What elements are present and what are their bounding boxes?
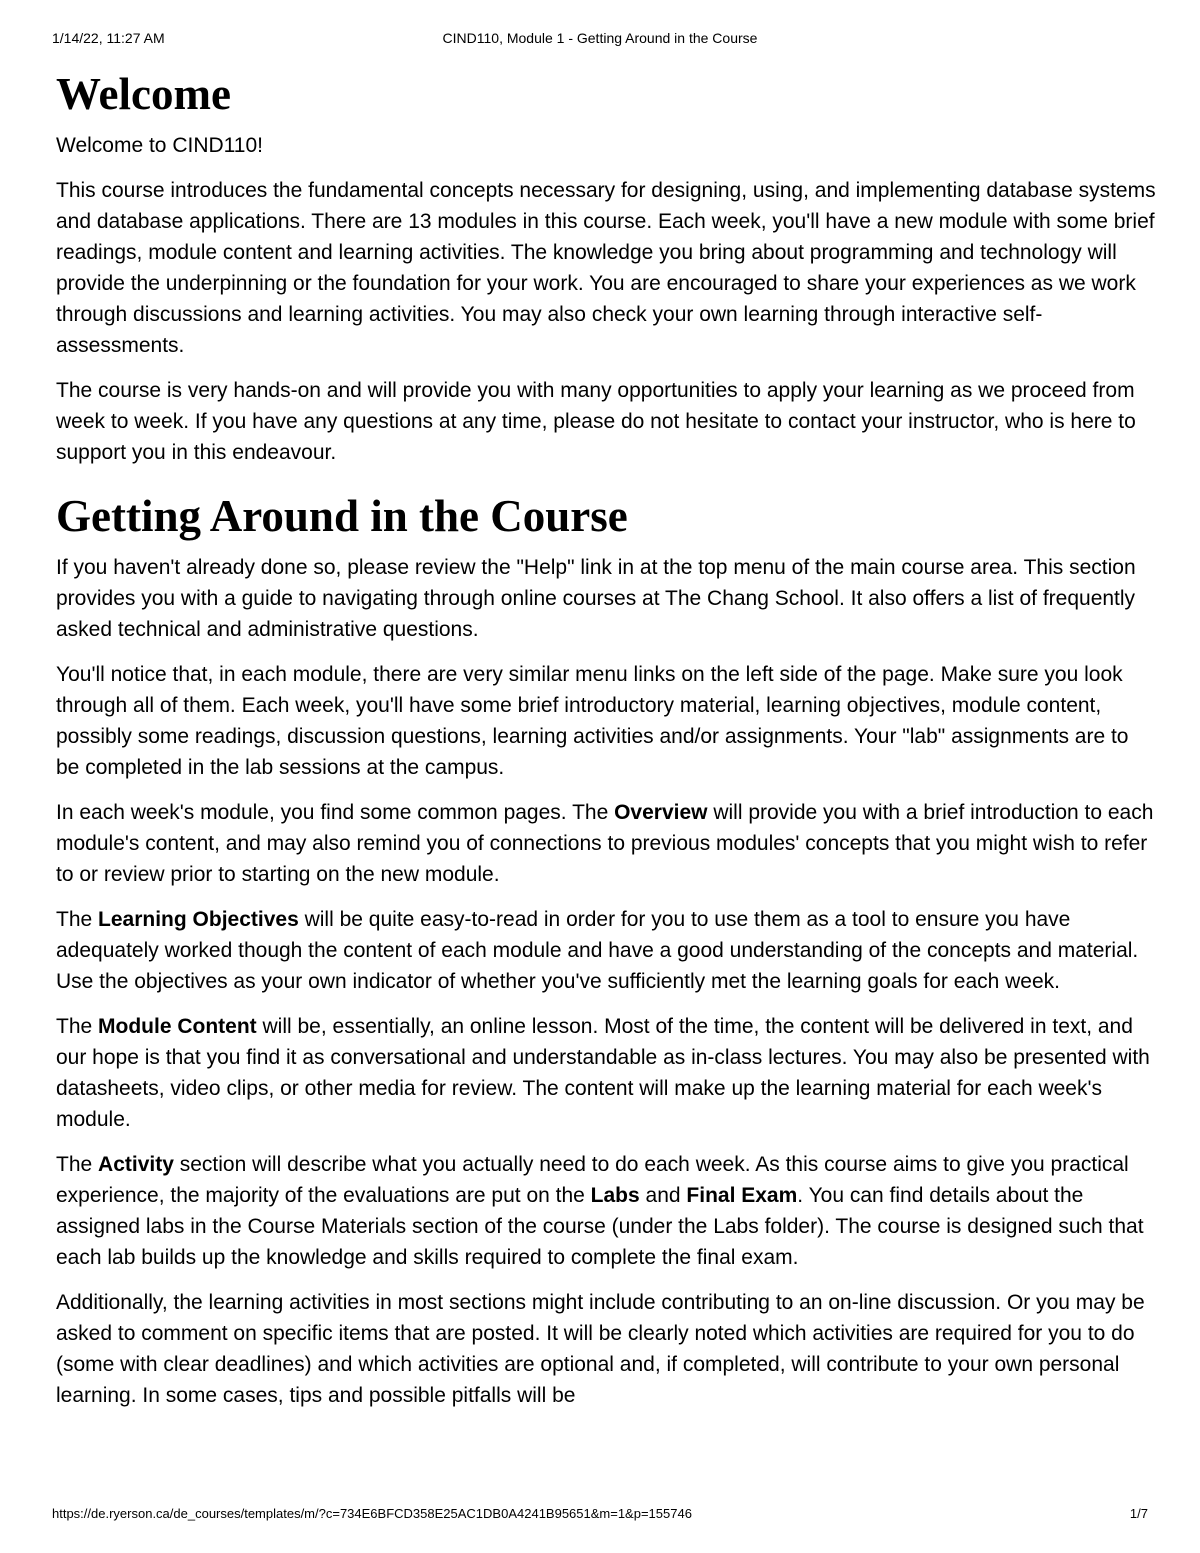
overview-text-after: will provide you with a brief introduction to each module's content, and may also remind you of connections to previous modules' concepts that you might wish to refer to or review prior to starting on the new module. [56,801,1154,886]
module-content-text-before: The [56,1015,99,1038]
activity-text-before: The [56,1153,99,1176]
hands-on-paragraph: The course is very hands-on and will provide you with many opportunities to apply your learning as we proceed from week to week. If you have any questions at any time, please do not hesitate to contact your instructor, who is here to support you in this endeavour. [56,379,1136,464]
learning-objectives-term: Learning Objectives [98,908,299,931]
objectives-text-after: will be quite easy-to-read in order for you to use them as a tool to ensure you have adequately worked though the content of each module and have a good understanding of the concepts and material. Use the objectives as your own indicator of whether you've sufficiently met the learning goals for each week. [56,908,1139,993]
additional-activities-paragraph: Additionally, the learning activities in most sections might include contributing to an on-line discussion. Or you may be asked to comment on specific items that are posted. It will be clearly noted which activities are required for you to do (some with clear deadlines) and which activities are optional and, if completed, will contribute to your own personal learning. In some cases, tips and possible pitfalls will be [56,1291,1145,1407]
module-content-text-after: will be, essentially, an online lesson. Most of the time, the content will be delivered in text, and our hope is that you find it as conversational and understandable as in-class lectures. You may also be presented with datasheets, video clips, or other media for review. The content will make up the learning material for each week's module. [56,1015,1150,1131]
page-number: 1/7 [1129,1506,1148,1521]
page-content [56,66,1156,1425]
labs-term: Labs [590,1184,640,1207]
print-page-title: CIND110, Module 1 - Getting Around in the Course [442,30,758,46]
overview-text-before: In each week's module, you find some common pages. The [56,801,615,824]
menu-links-paragraph: You'll notice that, in each module, there are very similar menu links on the left side of the page. Make sure you look through all of them. Each week, you'll have some brief introductory material, learning objectives, module content, possibly some readings, discussion questions, learning activities and/or assignments. Your "lab" assignments are to be completed in the lab sessions at the campus. [56,663,1129,779]
objectives-paragraph [56,904,1156,997]
final-exam-term: Final Exam [686,1184,798,1207]
activity-term: Activity [98,1153,174,1176]
objectives-text-before: The [56,908,99,931]
course-intro-paragraph: This course introduces the fundamental concepts necessary for designing, using, and implementing database systems and database applications. There are 13 modules in this course. Each week, you'll have a new module with some brief readings, module content and learning activities. The knowledge you bring about programming and technology will provide the underpinning or the foundation for your work. You are encouraged to share your experiences as we work through discussions and learning activities. You may also check your own learning through interactive self-assessments. [56,179,1156,357]
activity-text-and: and [639,1184,687,1207]
print-date: 1/14/22, 11:27 AM [52,30,165,46]
overview-term: Overview [614,801,708,824]
print-footer [52,1506,1148,1526]
page-url: https://de.ryerson.ca/de_courses/templates/m/?c=734E6BFCD358E25AC1DB0A4241B95651&m=1&p=155746 [52,1506,692,1521]
module-content-term: Module Content [98,1015,257,1038]
activity-text-middle: section will describe what you actually need to do each week. As this course aims to give you practical experience, the majority of the evaluations are put on the [56,1153,1129,1207]
getting-around-heading: Getting Around in the Course [56,491,628,541]
activity-paragraph [56,1149,1156,1273]
welcome-greeting: Welcome to CIND110! [56,134,263,157]
welcome-heading: Welcome [56,69,231,119]
module-content-paragraph [56,1011,1156,1135]
print-header [52,30,1148,50]
activity-text-after: . You can find details about the assigned labs in the Course Materials section of the course (under the Labs folder). The course is designed such that each lab builds up the knowledge and skills required to complete the final exam. [56,1184,1144,1269]
overview-paragraph [56,797,1156,890]
help-paragraph: If you haven't already done so, please review the "Help" link in at the top menu of the main course area. This section provides you with a guide to navigating through online courses at The Chang School. It also offers a list of frequently asked technical and administrative questions. [56,556,1136,641]
